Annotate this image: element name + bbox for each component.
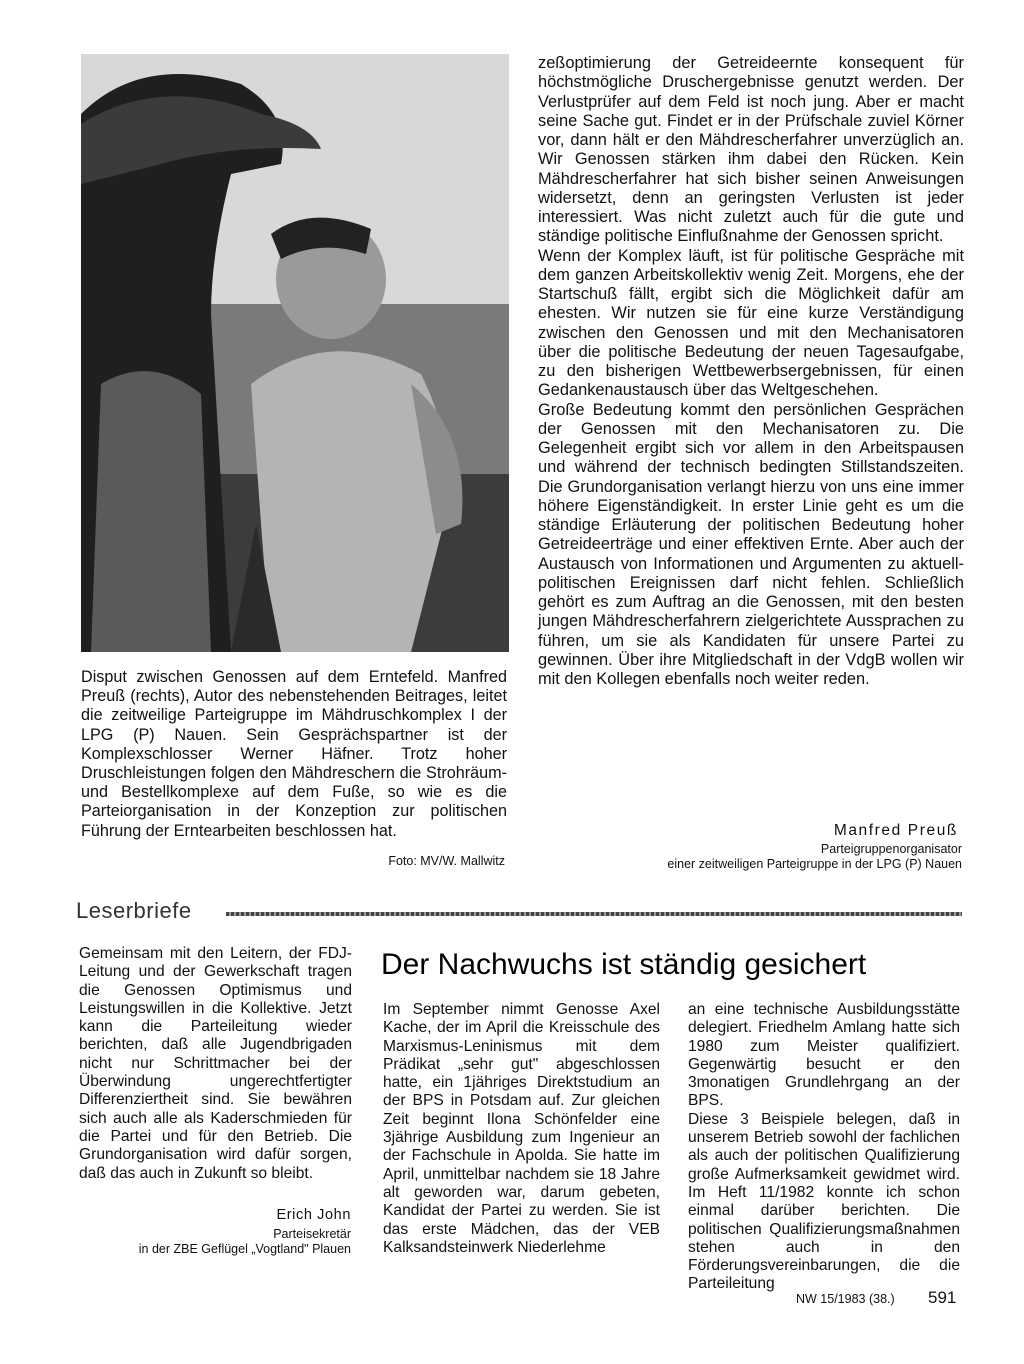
section-rule	[226, 912, 962, 916]
article-body	[538, 54, 964, 689]
photo-illustration	[81, 54, 509, 652]
photo-credit: Foto: MV/W. Mallwitz	[388, 854, 505, 868]
section-title: Leserbriefe	[76, 898, 192, 923]
letter1-author: Erich John	[276, 1207, 351, 1223]
letter2-paragraph: Diese 3 Beispiele belegen, daß in unserem Betrieb sowohl der fachlichen als auch der politischen Qualifizierung große Aufmerksamkeit gewidmet wird. Im Heft 11/1982 konnte ich schon einmal darüber berichten. Die politischen Qualifizierungsmaßnahmen stehen auch in den Förderungsvereinbarungen, die die Parteileitung	[688, 1110, 960, 1293]
author-role-line: Parteigruppenorganisator	[820, 842, 962, 856]
article-author: Manfred Preuß	[833, 822, 958, 839]
article-paragraph: Große Bedeutung kommt den persönlichen Gesprächen der Genossen mit den Mechanisatoren zu. Die Gelegenheit ergibt sich vor allem in den Arbeitspausen und während der technisch bedingten Stillstandszeiten. Die Grundorganisation verlangt hierzu von uns eine immer höhere Eigenständigkeit. In erster Linie geht es um die ständige Erläuterung der politischen Bedeutung hoher Getreideerträge und einer effektiven Ernte. Aber auch der Austausch von Informationen und Argumenten zu aktuell-politischen Ereignissen darf nicht fehlen. Schließlich gehört es zum Auftrag an die Genossen, mit den besten jungen Mähdrescherfahrern zielgerichtete Aussprachen zu führen, um sie als Kandidaten für unsere Partei zu gewinnen. Über ihre Mitgliedschaft in der VdgB wollen wir mit den Kollegen ebenfalls noch weiter reden.	[538, 400, 964, 688]
photo-caption: Disput zwischen Genossen auf dem Erntefeld. Manfred Preuß (rechts), Autor des nebenstehenden Beitrages, leitet die zeitweilige Parteigruppe im Mähdruschkomplex I der LPG (P) Nauen. Sein Gesprächspartner ist der Komplexschlosser Werner Häfner. Trotz hoher Druschleistungen folgen den Mähdreschern die Strohräum- und Bestellkomplexe auf dem Fuße, so wie es die Parteiorganisation in der Konzeption zur politischen Führung der Erntearbeiten beschlossen hat.	[81, 668, 507, 840]
issue-label: NW 15/1983 (38.)	[796, 1292, 895, 1306]
letter1-author-role	[79, 1227, 351, 1257]
article-author-role	[538, 842, 962, 872]
letter2-column2	[688, 1001, 960, 1294]
page-number: 591	[928, 1288, 957, 1307]
article-paragraph: zeßoptimierung der Getreideernte konsequent für höchstmögliche Druschergebnisse genutzt werden. Der Verlustprüfer auf dem Feld ist noch jung. Aber er macht seine Sache gut. Findet er in der Prüfschale zuviel Körner vor, dann hält er den Mähdrescherfahrer unverzüglich an. Wir Genossen stärken ihm dabei den Rücken. Kein Mähdrescherfahrer hat sich bisher seinen Anweisungen widersetzt, denn an geringsten Verlusten ist jeder interessiert. Was nicht zuletzt auch für die gute und ständige politische Einflußnahme der Genossen spricht.	[538, 54, 964, 246]
letter1-role-line: in der ZBE Geflügel „Vogtland" Plauen	[138, 1242, 351, 1256]
author-role-line: einer zeitweiligen Parteigruppe in der LPG (P) Nauen	[667, 857, 962, 871]
letter2-paragraph: an eine technische Ausbildungsstätte delegiert. Friedhelm Amlang hatte sich 1980 zum Meister qualifiziert. Gegenwärtig besucht er den 3monatigen Grundlehrgang an der BPS.	[688, 1001, 960, 1110]
letter1-role-line: Parteisekretär	[273, 1227, 351, 1241]
letter1-text: Gemeinsam mit den Leitern, der FDJ-Leitung und der Gewerkschaft tragen die Genossen Optimismus und Leistungswillen in die Kollektive. Jetzt kann die Parteileitung wieder berichten, daß alle Jugendbrigaden nicht nur Schrittmacher bei der Überwindung ungerechtfertigter Differenziertheit sind. Sie bewähren sich auch alle als Kaderschmieden für die Partei und für den Betrieb. Die Grundorganisation wird dafür sorgen, daß das auch in Zukunft so bleibt.	[79, 945, 352, 1182]
field-photo	[81, 54, 509, 652]
letter2-headline: Der Nachwuchs ist ständig gesichert	[381, 948, 867, 981]
letter2-column1: Im September nimmt Genosse Axel Kache, der im April die Kreisschule des Marxismus-Leninismus mit dem Prädikat „sehr gut" abgeschlossen hatte, ein 1jähriges Direktstudium an der BPS in Potsdam auf. Zur gleichen Zeit beginnt Ilona Schönfelder eine 3jährige Ausbildung zum Ingenieur an der Fachschule in Apolda. Sie hatte im April, unmittelbar nachdem sie 18 Jahre alt geworden war, darum gebeten, Kandidat der Partei zu werden. Sie ist das erste Mädchen, das der VEB Kalksandsteinwerk Niederlehme	[383, 1001, 660, 1256]
article-paragraph: Wenn der Komplex läuft, ist für politische Gespräche mit dem ganzen Arbeitskollektiv wenig Zeit. Morgens, ehe der Startschuß fällt, ergibt sich die Möglichkeit dafür am ehesten. Wir nutzen sie für eine kurze Verständigung zwischen den Genossen und mit den Mechanisatoren über die politische Bedeutung der neuen Tagesaufgabe, zu den bisherigen Wettbewerbsergebnissen, für einen Gedankenaustausch über das Weltgeschehen.	[538, 246, 964, 400]
